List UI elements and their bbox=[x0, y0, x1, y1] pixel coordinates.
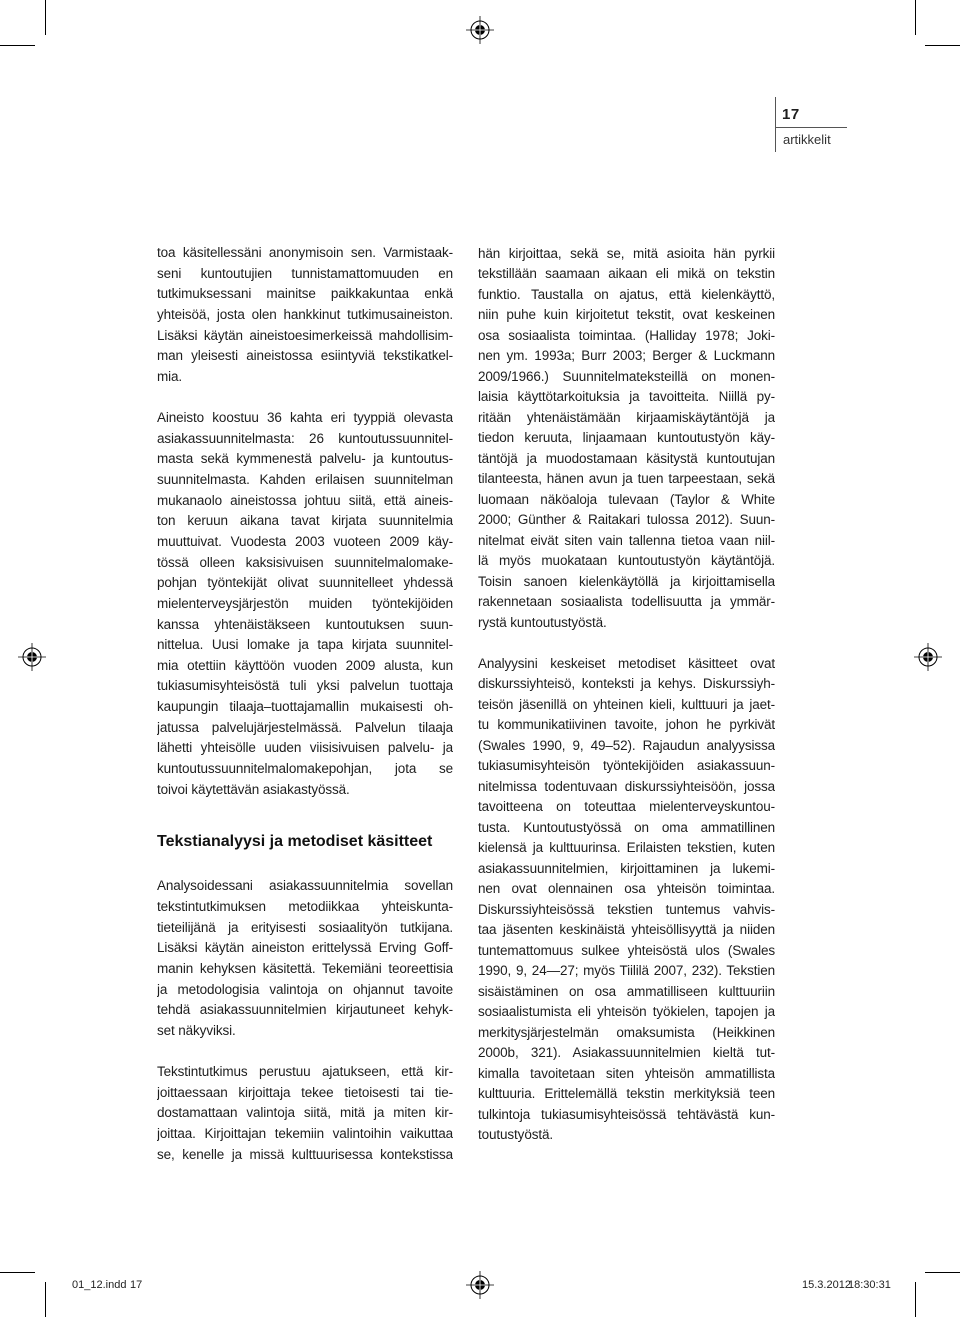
paragraph-gap bbox=[157, 1042, 453, 1063]
text-line: diskurssiyhteisö, konteksti ja kehys. Diskurssiyh- bbox=[478, 676, 775, 692]
text-line: sisäistäminen on osa ammatilliseen kulttuuriin bbox=[478, 983, 775, 999]
text-line: luomaan näköaloja tulevaan (Taylor & White bbox=[478, 491, 775, 507]
text-line: tekstintutkimuksen metodiikkaa yhteiskunta- bbox=[157, 899, 453, 915]
text-line: Analysoidessani asiakassuunnitelmia sovellan bbox=[157, 878, 453, 894]
text-line: mia otettiin käyttöön vuoden 2009 alusta, kun bbox=[157, 657, 453, 673]
text-line: Diskurssiyhteisössä tekstien tuntemus vahvis- bbox=[478, 901, 775, 917]
text-line: täntöjä ja muodostamaan käsitystä kuntoutujan bbox=[478, 450, 775, 466]
text-line: Lisäksi käytän aineistoesimerkeissä mahdollisim- bbox=[157, 327, 453, 343]
text-line: nen ym. 1993a; Burr 2003; Berger & Luckmann bbox=[478, 348, 775, 364]
crop-mark-icon bbox=[925, 45, 960, 46]
text-line: tuntemattomuus sulkee yhteisöstä ulos (Swales bbox=[478, 942, 775, 958]
text-line: asiakassuunnitelmien, kirjoittaminen ja lukemi- bbox=[478, 860, 775, 876]
text-line: Tekstintutkimus perustuu ajatukseen, että kir- bbox=[157, 1064, 453, 1080]
left-column bbox=[157, 243, 453, 1165]
text-line: tieteilijänä ja erityisesti sosiaalityön tutkijana. bbox=[157, 919, 453, 935]
text-line: tössä olleen kaksisivuisen suunnitelmalomake- bbox=[157, 554, 453, 570]
text-line: hän kirjoittaa, sekä se, mitä asioita hän pyrkii bbox=[478, 245, 775, 261]
slug-date: 15.3.2012 bbox=[802, 1279, 851, 1291]
text-line: pohjan työntekijät olivat suunnitelleet yhdessä bbox=[157, 575, 453, 591]
registration-mark-top-icon bbox=[465, 15, 495, 45]
text-line: 2000b, 321). Asiakassuunnitelmien kieltä tut- bbox=[478, 1045, 775, 1061]
text-line: 2009/1966.) Suunnitelmateksteillä on monen- bbox=[478, 368, 775, 384]
slug-page: 17 bbox=[130, 1279, 143, 1291]
text-line: tekstillään saamaan aikaan eli mikä on tekstin bbox=[478, 266, 775, 282]
text-line: joittaa. Kirjoittajan tekemiin valintoihin vaikuttaa bbox=[157, 1126, 453, 1142]
text-line: suunnitelmasta. Kahden erilaisen suunnitelman bbox=[157, 472, 453, 488]
text-line: asiakassuunnitelmasta: 26 kuntoutussuunnitel- bbox=[157, 430, 453, 446]
text-line: man yleisesti aineistossa esiintyviä tekstikatkel- bbox=[157, 348, 453, 364]
text-line: nen ovat olennainen osa yhteisön toimintaa. bbox=[478, 881, 775, 897]
text-line: tilanteesta, hänen avun ja tuen tarpeestaan, sekä bbox=[478, 471, 775, 487]
text-line: kuntoutussuunnitelmalomakepohjan, jota se bbox=[157, 761, 453, 777]
text-line: mukanaolo aineistossa johtuu siitä, että aineis- bbox=[157, 492, 453, 508]
slug-time: 18:30:31 bbox=[848, 1279, 891, 1291]
text-line: nitelmat eivät siten vain tallenna tietoa vaan niil- bbox=[478, 532, 775, 548]
text-line: 2000; Günther & Raitakari tulossa 2012). Suun- bbox=[478, 512, 775, 528]
slug-filename: 01_12.indd bbox=[72, 1279, 127, 1291]
text-line: toutustyöstä. bbox=[478, 1127, 553, 1143]
text-line: jatussa palvelujärjestelmässä. Palvelun tilaaja bbox=[157, 719, 453, 735]
text-line: nitelmissa todentuvaan diskurssiyhteisöön, jossa bbox=[478, 778, 775, 794]
text-line: muuttuivat. Vuodesta 2003 vuoteen 2009 käy- bbox=[157, 533, 453, 549]
crop-mark-icon bbox=[915, 1282, 916, 1317]
section-label: artikkelit bbox=[783, 132, 831, 147]
crop-mark-icon bbox=[0, 45, 35, 46]
paragraph bbox=[157, 408, 453, 800]
text-line: Aineisto koostuu 36 kahta eri tyyppiä olevasta bbox=[157, 410, 453, 426]
registration-mark-left-icon bbox=[17, 642, 47, 672]
text-line: seni kuntoutujien tunnistamattomuuden en bbox=[157, 265, 453, 281]
text-line: ja metodologisia valintoja on ohjannut tavoite bbox=[157, 981, 453, 997]
text-line: osa sosiaalista toimintaa. (Halliday 1978; Joki- bbox=[478, 327, 775, 343]
text-line: tehdä asiakassuunnitelmien kirjautuneet kehyk- bbox=[157, 1002, 453, 1018]
paragraph bbox=[478, 654, 775, 1146]
text-line: tutkimuksessani mainitse paikkakuntaa enkä bbox=[157, 286, 453, 302]
paragraph bbox=[157, 1062, 453, 1165]
text-line: rakennetaan sosiaalista todellisuutta ja ymmär- bbox=[478, 594, 775, 610]
text-line: Toisin sanoen kielenkäytöllä ja kirjoittamisella bbox=[478, 573, 775, 589]
text-line: merkitysjärjestelmän omaksumista (Heikkinen bbox=[478, 1024, 775, 1040]
paragraph bbox=[157, 876, 453, 1041]
section-heading: Tekstianalyysi ja metodiset käsitteet bbox=[157, 832, 433, 850]
text-line: yhteisöä, josta olen hankkinut tutkimusaineiston. bbox=[157, 306, 453, 322]
text-line: toa käsitellessäni anonymisoin sen. Varmistaak- bbox=[157, 245, 453, 260]
text-line: taa jäsenten keskinäistä yhteisöllisyyttä ja niiden bbox=[478, 922, 775, 938]
header-horizontal-rule bbox=[775, 127, 847, 128]
text-line: teisön jäsenillä on yhteinen kieli, kulttuuri ja jaet- bbox=[478, 696, 775, 712]
text-line: tukiasumisyhteisön työntekijöiden asiakassuun- bbox=[478, 758, 775, 774]
text-line: tiedon keruuta, linjaamaan kuntoutustyön käy- bbox=[478, 430, 775, 446]
page-number: 17 bbox=[782, 106, 800, 123]
text-line: tusta. Kuntoutustyössä on oma ammatillinen bbox=[478, 819, 775, 835]
text-line: niin puhe kuin kirjoitetut tekstit, ovat keskeinen bbox=[478, 307, 775, 323]
text-line: 1990, 9, 24—27; myös Tiililä 2007, 232). Tekstien bbox=[478, 963, 775, 979]
text-line: laisia käyttötarkoituksia ja tavoitteita. Niillä py- bbox=[478, 389, 775, 405]
text-line: lä myös muokataan kuntoutustyön käytäntöjä. bbox=[478, 553, 775, 569]
text-line: nittelua. Uusi lomake ja tapa kirjata suunnitel- bbox=[157, 637, 453, 653]
crop-mark-icon bbox=[45, 0, 46, 35]
text-line: kielensä ja kulttuurinsa. Erilaisten tekstien, kuten bbox=[478, 840, 775, 856]
crop-mark-icon bbox=[915, 0, 916, 35]
text-line: ton keruun aikana tavat kirjata suunnitelmia bbox=[157, 513, 453, 529]
text-line: Lisäksi käytän aineiston erittelyssä Erving Goff- bbox=[157, 940, 453, 956]
text-line: ritään yhtenäistämään kirjaamiskäytäntöjä ja bbox=[478, 409, 775, 425]
text-line: tavoitteena on toteuttaa mielenterveyskuntou- bbox=[478, 799, 775, 815]
text-line: tukiasumisyhteisöstä tuli yksi palvelun tuottaja bbox=[157, 678, 453, 694]
text-line: tu kommunikatiivinen tavoite, johon he pyrkivät bbox=[478, 717, 775, 733]
crop-mark-icon bbox=[925, 1272, 960, 1273]
registration-mark-bottom-icon bbox=[465, 1270, 495, 1300]
text-line: mielenterveysjärjestön muiden työntekijöiden bbox=[157, 595, 453, 611]
text-line: dostamattaan valintoja siitä, mitä ja miten kir- bbox=[157, 1105, 453, 1121]
text-line: kaupungin tilaaja–tuottajamallin mukaisesti oh- bbox=[157, 699, 453, 715]
text-line: funktio. Taustalla on ajatus, että kielenkäyttö, bbox=[478, 286, 775, 302]
paragraph bbox=[157, 243, 453, 387]
text-line: mia. bbox=[157, 368, 183, 384]
crop-mark-icon bbox=[45, 1282, 46, 1317]
crop-mark-icon bbox=[0, 1272, 35, 1273]
text-line: rystä kuntoutustyöstä. bbox=[478, 614, 607, 630]
text-line: manin kehyksen käsitettä. Tekemiäni teoreettisia bbox=[157, 960, 453, 976]
text-line: se, kenelle ja missä kulttuurisessa kontekstissa bbox=[157, 1146, 453, 1162]
text-line: masta sekä kymmenestä palvelu- ja kuntoutus- bbox=[157, 451, 453, 467]
text-line: (Swales 1990, 9, 49–52). Rajaudun analyysissa bbox=[478, 737, 775, 753]
text-line: toivoi käytettävän asiakastyössä. bbox=[157, 781, 350, 797]
paragraph-gap bbox=[157, 387, 453, 408]
right-column bbox=[478, 244, 775, 1146]
header-vertical-rule bbox=[775, 97, 776, 152]
paragraph bbox=[478, 244, 775, 634]
text-line: kimalla tavoitetaan siten yhteisön ammatillista bbox=[478, 1065, 775, 1081]
text-line: kulttuuria. Erittelemällä tekstin merkityksiä teen bbox=[478, 1086, 775, 1102]
text-line: kanssa yhtenäistäkseen kuntoutuksen suun- bbox=[157, 616, 453, 632]
text-line: tulkintoja tukiasumisyhteisössä tehtävästä kun- bbox=[478, 1106, 775, 1122]
text-line: sosiaalistumista eli yhteisön työkielen, tapojen ja bbox=[478, 1004, 775, 1020]
text-line: set näkyviksi. bbox=[157, 1022, 236, 1038]
text-line: joittaessaan kirjoittaja tekee tietoisesti tai tie- bbox=[157, 1084, 453, 1100]
text-line: Analyysini keskeiset metodiset käsitteet ovat bbox=[478, 655, 775, 671]
paragraph-gap bbox=[478, 633, 775, 654]
text-line: lähetti yhteisölle uuden viisisivuisen palvelu- ja bbox=[157, 740, 453, 756]
registration-mark-right-icon bbox=[913, 642, 943, 672]
